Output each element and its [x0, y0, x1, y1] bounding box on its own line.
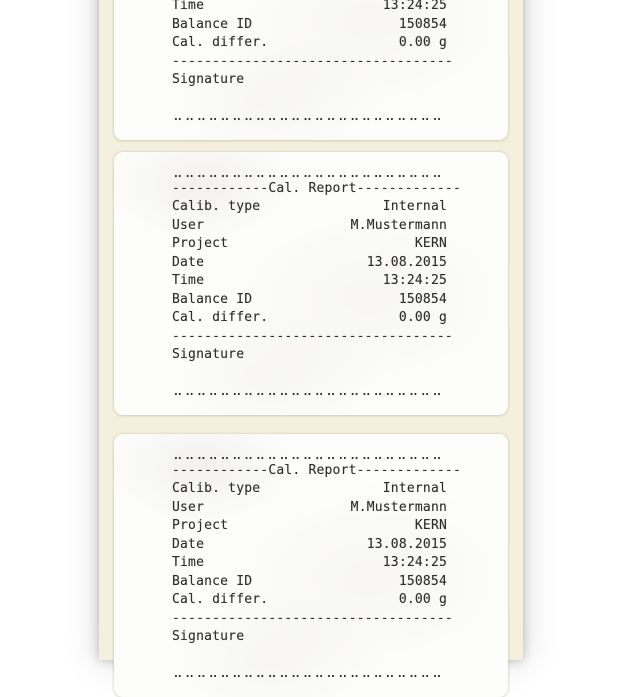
field-value: M.Mustermann	[350, 499, 447, 515]
field-value: 13.08.2015	[366, 536, 447, 552]
field-value: 13:24:25	[382, 0, 447, 13]
field-value: 0.00 g	[398, 35, 447, 50]
field-label: Project	[172, 236, 229, 251]
field-label: Cal. differ.	[172, 592, 269, 607]
field-value: 13:24:25	[382, 273, 447, 288]
signature-label: Signature	[172, 629, 245, 644]
receipt-card	[114, 0, 508, 140]
blank-line	[172, 90, 447, 109]
field-row	[172, 517, 447, 536]
field-value: 13.08.2015	[366, 254, 447, 270]
header-dashes-right: -------------	[356, 180, 461, 196]
signature-label: Signature	[172, 72, 245, 87]
field-value: 13:24:25	[382, 555, 447, 570]
field-label: Project	[172, 518, 229, 533]
field-row	[172, 254, 447, 273]
field-value: 150854	[398, 16, 447, 32]
field-label: Time	[172, 0, 205, 13]
blank-line	[172, 365, 447, 384]
field-row	[172, 198, 447, 217]
field-row	[172, 554, 447, 573]
field-label: Cal. differ.	[172, 310, 269, 325]
separator-dotted: .. .. .. .. .. .. .. .. .. .. .. .. .. .. .. .. .. .. .. .. .. .. ..	[172, 166, 440, 181]
field-label: User	[172, 499, 205, 515]
field-label: Time	[172, 555, 205, 570]
header-dashes-right: -------------	[356, 462, 461, 478]
header-dashes-left: ------------	[172, 180, 269, 196]
field-label: Time	[172, 273, 205, 288]
report-title: Cal. Report	[268, 462, 357, 478]
field-row	[172, 573, 447, 592]
field-value: Internal	[382, 481, 447, 496]
report-header	[172, 180, 461, 199]
field-value: 0.00 g	[398, 310, 447, 325]
field-label: Balance ID	[172, 573, 253, 589]
field-value: KERN	[414, 236, 447, 251]
field-label: Calib. type	[172, 199, 261, 214]
header-dashes-left: ------------	[172, 462, 269, 478]
field-label: User	[172, 217, 205, 233]
field-row	[172, 34, 447, 53]
field-row	[172, 291, 447, 310]
report-title: Cal. Report	[268, 180, 357, 196]
field-label: Balance ID	[172, 291, 253, 307]
separator-dashed: -----------------------------------	[172, 610, 453, 626]
field-row	[172, 272, 447, 291]
signature-label: Signature	[172, 347, 245, 362]
blank-line	[172, 647, 447, 666]
field-label: Date	[172, 536, 205, 552]
field-row	[172, 217, 447, 236]
receipt-card	[114, 152, 508, 415]
field-row	[172, 591, 447, 610]
field-row	[172, 480, 447, 499]
field-row	[172, 536, 447, 555]
field-value: KERN	[414, 518, 447, 533]
field-row	[172, 499, 447, 518]
field-label: Balance ID	[172, 16, 253, 32]
field-value: 150854	[398, 573, 447, 589]
report-header	[172, 462, 461, 481]
separator-dashed: -----------------------------------	[172, 328, 453, 344]
separator-dashed: -----------------------------------	[172, 53, 453, 69]
field-label: Calib. type	[172, 481, 261, 496]
field-label: Cal. differ.	[172, 35, 269, 50]
field-value: 150854	[398, 291, 447, 307]
paper-strip	[99, 0, 523, 681]
field-value: M.Mustermann	[350, 217, 447, 233]
separator-dotted: .. .. .. .. .. .. .. .. .. .. .. .. .. .. .. .. .. .. .. .. .. .. ..	[172, 384, 440, 399]
field-row	[172, 0, 447, 16]
separator-dotted: .. .. .. .. .. .. .. .. .. .. .. .. .. .. .. .. .. .. .. .. .. .. ..	[172, 448, 440, 463]
field-label: Date	[172, 254, 205, 270]
field-row	[172, 309, 447, 328]
separator-dotted: .. .. .. .. .. .. .. .. .. .. .. .. .. .. .. .. .. .. .. .. .. .. ..	[172, 109, 440, 124]
field-value: Internal	[382, 199, 447, 214]
separator-dotted: .. .. .. .. .. .. .. .. .. .. .. .. .. .. .. .. .. .. .. .. .. .. ..	[172, 666, 440, 681]
field-row	[172, 235, 447, 254]
receipt-card	[114, 434, 508, 697]
field-row	[172, 16, 447, 35]
field-value: 0.00 g	[398, 592, 447, 607]
